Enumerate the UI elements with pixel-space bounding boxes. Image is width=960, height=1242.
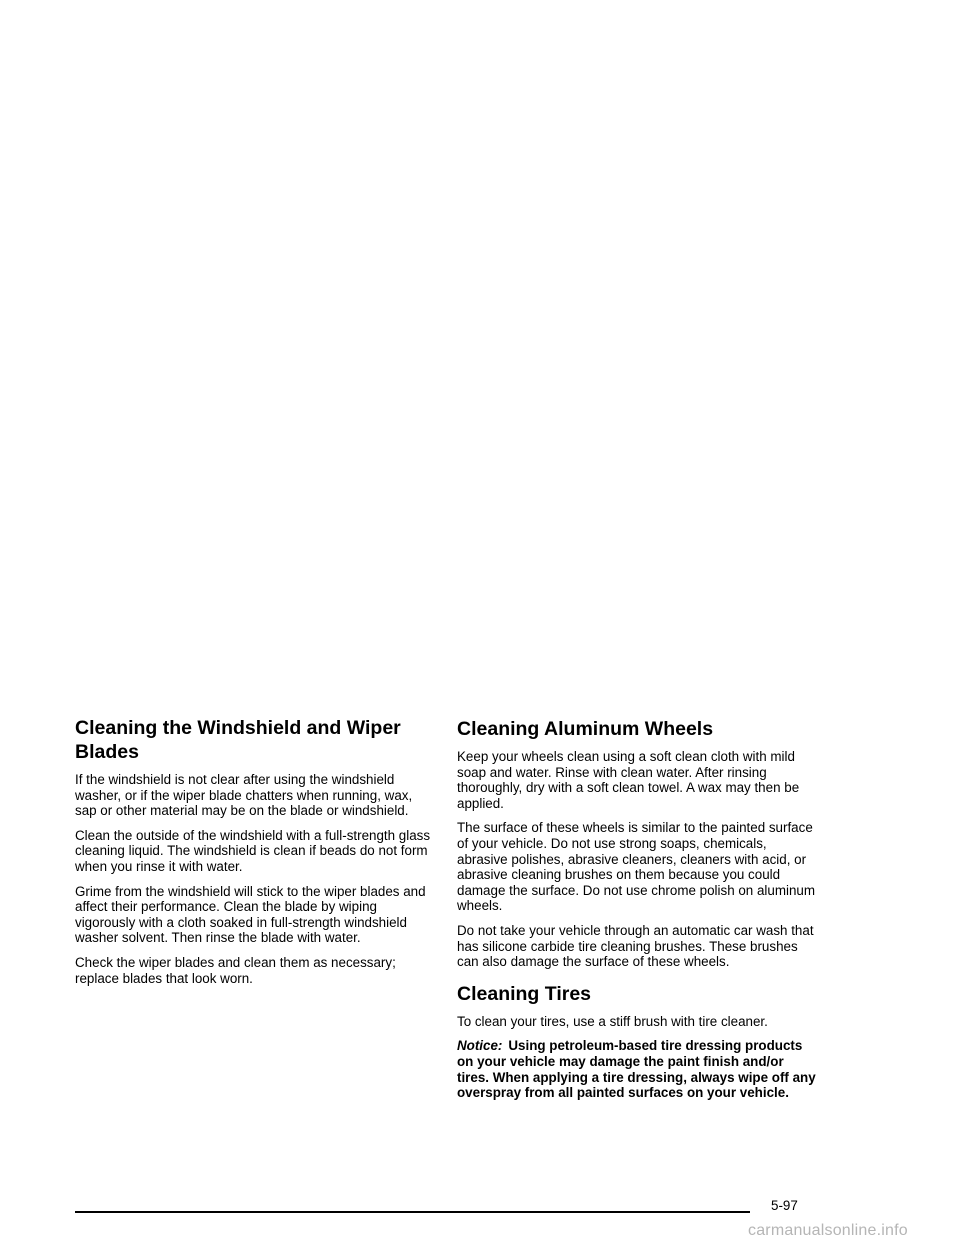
- right-column: [457, 716, 819, 1110]
- notice-block: [457, 1038, 819, 1100]
- notice-label: Notice:: [457, 1038, 503, 1054]
- page-number: 5-97: [771, 1198, 798, 1213]
- watermark: carmanualsonline.info: [748, 1222, 908, 1239]
- paragraph: Check the wiper blades and clean them as necessary; replace blades that look worn.: [75, 954, 396, 986]
- paragraph: Grime from the windshield will stick to the wiper blades and affect their performance. Clean the blade by wiping vigorously with a cloth soaked in full-strength windshield washer solvent. Then rinse the blade with water.: [75, 883, 426, 946]
- paragraph: To clean your tires, use a stiff brush with tire cleaner.: [457, 1013, 768, 1029]
- section-heading-windshield: Cleaning the Windshield and Wiper Blades: [75, 717, 401, 763]
- paragraph: Clean the outside of the windshield with a full-strength glass cleaning liquid. The windshield is clean if beads do not form when you rinse it with water.: [75, 827, 431, 874]
- footer-rule: [75, 1211, 750, 1213]
- paragraph: The surface of these wheels is similar to the painted surface of your vehicle. Do not use strong soaps, chemicals, abrasive polishes, abrasive cleaners, cleaners with acid, or abrasive cleaning brushes on them because you could damage the surface. Do not use chrome polish on aluminum wheels.: [457, 820, 816, 914]
- section-heading-aluminum-wheels: Cleaning Aluminum Wheels: [457, 718, 714, 740]
- paragraph: Do not take your vehicle through an automatic car wash that has silicone carbide tire cleaning brushes. These brushes can also damage the surface of these wheels.: [457, 922, 814, 970]
- section-heading-tires: Cleaning Tires: [457, 982, 592, 1005]
- left-column: [75, 716, 437, 995]
- paragraph: Keep your wheels clean using a soft clean cloth with mild soap and water. Rinse with clean water. After rinsing thoroughly, dry with a soft clean towel. A wax may then be applied.: [457, 749, 800, 811]
- notice-text: Using petroleum-based tire dressing products on your vehicle may damage the paint finish and/or tires. When applying a tire dressing, always wipe off any overspray from all painted surfaces on your vehicle.: [457, 1038, 816, 1101]
- paragraph: If the windshield is not clear after using the windshield washer, or if the wiper blade chatters when running, wax, sap or other material may be on the blade or windshield.: [75, 772, 413, 819]
